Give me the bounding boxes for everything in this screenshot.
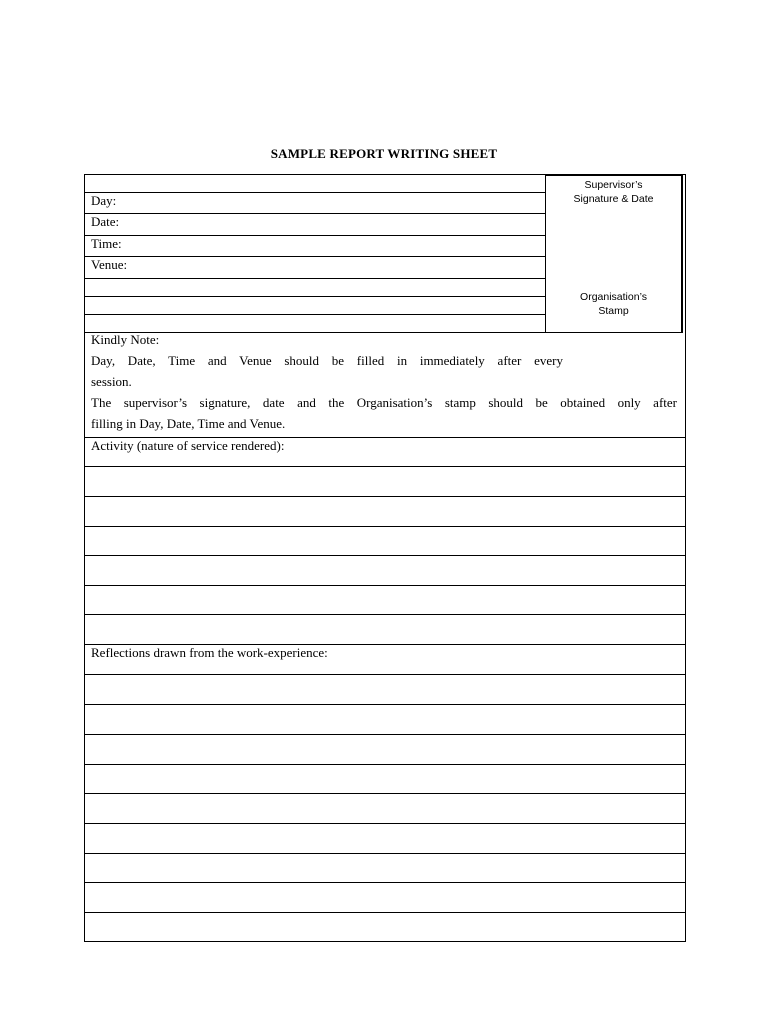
note-line-2: session. <box>91 374 132 389</box>
row-divider <box>84 496 686 497</box>
row-divider <box>84 853 686 854</box>
row-divider <box>84 296 546 297</box>
note-heading: Kindly Note: <box>91 332 160 347</box>
day-field-label: Day: <box>91 193 117 208</box>
page-title: SAMPLE REPORT WRITING SHEET <box>270 146 498 161</box>
time-field-label: Time: <box>91 236 122 251</box>
row-divider <box>84 314 546 315</box>
row-divider <box>84 235 546 236</box>
row-divider <box>84 555 686 556</box>
row-divider <box>84 526 686 527</box>
supervisor-label-line2: Signature & Date <box>573 193 654 205</box>
supervisor-label-line1: Supervisor’s <box>584 179 643 191</box>
row-divider <box>84 674 686 675</box>
note-line-1: Day, Date, Time and Venue should be filled in immediately after every <box>91 353 563 368</box>
row-divider <box>84 912 686 913</box>
activity-label: Activity (nature of service rendered): <box>91 438 285 453</box>
row-divider <box>84 793 686 794</box>
table-right-border <box>685 174 686 942</box>
stamp-label-line2: Stamp <box>598 305 629 317</box>
signature-stamp-box <box>545 175 683 333</box>
row-divider <box>84 764 686 765</box>
note-line-3: The supervisor’s signature, date and the Organisation’s stamp should be obtained only after <box>91 395 677 410</box>
table-left-border <box>84 174 85 942</box>
row-divider <box>84 278 546 279</box>
row-divider <box>84 614 686 615</box>
row-divider <box>84 823 686 824</box>
reflections-label: Reflections drawn from the work-experience: <box>91 645 328 660</box>
row-divider <box>84 585 686 586</box>
row-divider <box>84 192 546 193</box>
row-divider <box>84 213 546 214</box>
row-divider <box>84 882 686 883</box>
table-bottom-border <box>84 941 686 942</box>
row-divider <box>84 734 686 735</box>
stamp-label-line1: Organisation’s <box>580 291 647 303</box>
row-divider <box>84 704 686 705</box>
date-field-label: Date: <box>91 214 120 229</box>
note-line-4: filling in Day, Date, Time and Venue. <box>91 416 286 431</box>
row-divider <box>84 466 686 467</box>
row-divider <box>84 256 546 257</box>
venue-field-label: Venue: <box>91 257 128 272</box>
